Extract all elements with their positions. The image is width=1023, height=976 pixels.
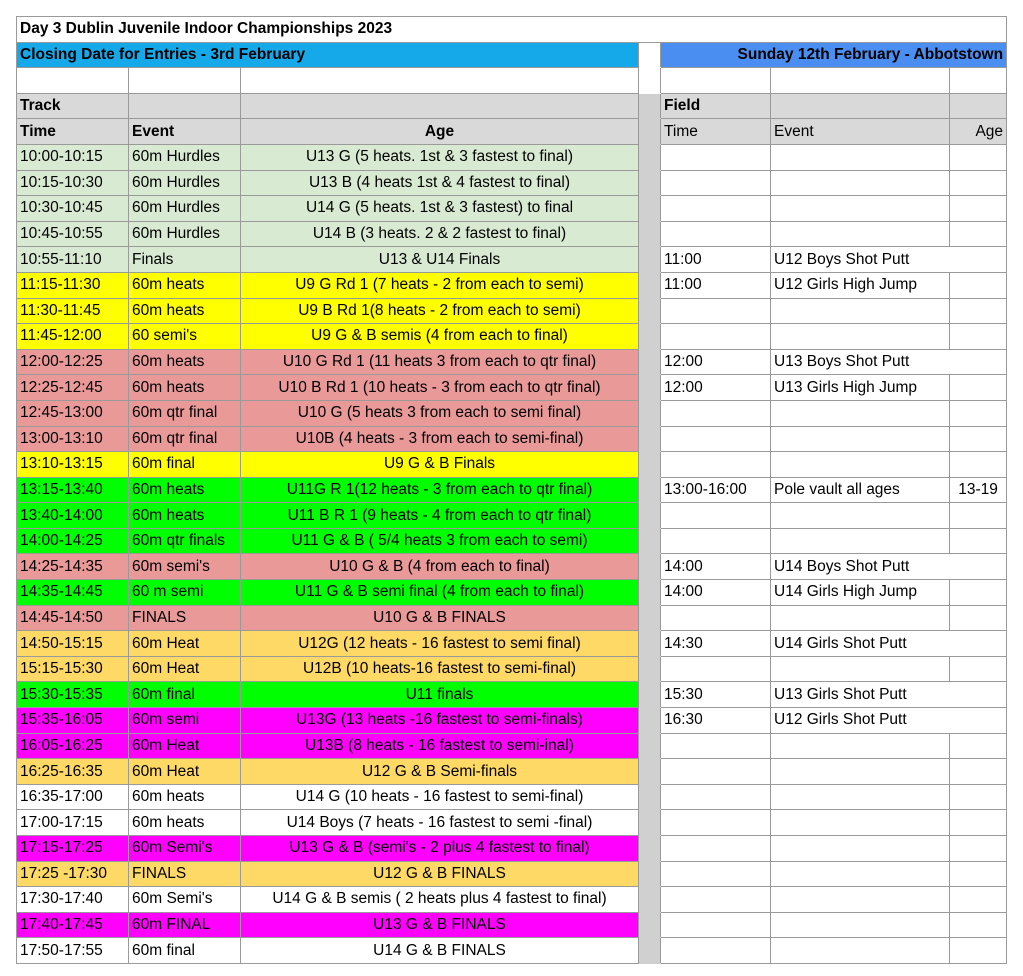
field-age-cell xyxy=(950,503,1007,529)
column-gap xyxy=(639,144,661,170)
field-time-cell xyxy=(661,298,771,324)
track-time-cell: 11:15-11:30 xyxy=(17,272,129,298)
table-row xyxy=(17,554,1007,580)
field-event-cell xyxy=(771,503,950,529)
table-row xyxy=(17,759,1007,785)
table-row xyxy=(17,349,1007,375)
blank-row xyxy=(17,68,1007,94)
track-time-cell: 14:45-14:50 xyxy=(17,605,129,631)
column-gap xyxy=(639,528,661,554)
track-event-cell: 60m heats xyxy=(129,272,241,298)
field-age-cell xyxy=(950,656,1007,682)
field-event-cell xyxy=(771,324,950,350)
field-age-cell xyxy=(950,836,1007,862)
field-time-cell: 14:00 xyxy=(661,580,771,606)
field-age-header: Age xyxy=(950,119,1007,145)
track-event-cell: 60m heats xyxy=(129,298,241,324)
track-time-cell: 10:00-10:15 xyxy=(17,144,129,170)
field-event-cell xyxy=(771,861,950,887)
header-row xyxy=(17,119,1007,145)
blank-cell xyxy=(950,68,1007,94)
track-time-cell: 17:40-17:45 xyxy=(17,912,129,938)
track-event-cell: 60m Semi's xyxy=(129,836,241,862)
track-time-cell: 14:00-14:25 xyxy=(17,528,129,554)
field-age-cell xyxy=(950,272,1007,298)
field-event-cell: Pole vault all ages xyxy=(771,477,950,503)
table-row xyxy=(17,272,1007,298)
schedule-sheet xyxy=(16,16,1006,964)
field-time-cell xyxy=(661,452,771,478)
field-time-cell xyxy=(661,196,771,222)
table-row xyxy=(17,375,1007,401)
field-event-cell xyxy=(771,810,950,836)
field-time-cell xyxy=(661,887,771,913)
field-age-cell xyxy=(950,784,1007,810)
track-age-cell: U11 G & B ( 5/4 heats 3 from each to semi) xyxy=(241,528,639,554)
field-age-cell xyxy=(950,938,1007,964)
field-age-cell xyxy=(950,733,1007,759)
column-gap xyxy=(639,631,661,657)
track-event-cell: 60 m semi xyxy=(129,580,241,606)
column-gap xyxy=(639,452,661,478)
track-section-label: Track xyxy=(17,93,129,119)
track-time-cell: 17:30-17:40 xyxy=(17,887,129,913)
track-age-header: Age xyxy=(241,119,639,145)
field-event-header: Event xyxy=(771,119,950,145)
field-event-cell xyxy=(771,528,950,554)
track-time-cell: 11:45-12:00 xyxy=(17,324,129,350)
column-gap xyxy=(639,682,661,708)
field-age-cell xyxy=(950,759,1007,785)
field-event-cell xyxy=(771,733,950,759)
table-row xyxy=(17,528,1007,554)
field-event-cell: U13 Boys Shot Putt xyxy=(771,349,1007,375)
track-time-cell: 13:10-13:15 xyxy=(17,452,129,478)
track-age-cell: U14 Boys (7 heats - 16 fastest to semi -final) xyxy=(241,810,639,836)
table-row xyxy=(17,477,1007,503)
field-event-cell xyxy=(771,144,950,170)
field-time-cell xyxy=(661,503,771,529)
track-time-cell: 15:35-16:05 xyxy=(17,708,129,734)
track-age-cell: U10B (4 heats - 3 from each to semi-final) xyxy=(241,426,639,452)
track-age-cell: U12 G & B FINALS xyxy=(241,861,639,887)
field-time-cell xyxy=(661,861,771,887)
column-gap xyxy=(639,298,661,324)
field-age-cell xyxy=(950,912,1007,938)
column-gap xyxy=(639,119,661,145)
track-time-cell: 14:50-15:15 xyxy=(17,631,129,657)
field-event-cell: U13 Girls Shot Putt xyxy=(771,682,1007,708)
column-gap xyxy=(639,170,661,196)
track-age-cell: U10 G & B (4 from each to final) xyxy=(241,554,639,580)
track-time-cell: 14:35-14:45 xyxy=(17,580,129,606)
field-event-cell xyxy=(771,170,950,196)
table-row xyxy=(17,912,1007,938)
blank-cell xyxy=(129,68,241,94)
track-time-cell: 10:55-11:10 xyxy=(17,247,129,273)
column-gap xyxy=(639,605,661,631)
track-time-cell: 17:15-17:25 xyxy=(17,836,129,862)
track-time-cell: 13:15-13:40 xyxy=(17,477,129,503)
track-time-cell: 17:25 -17:30 xyxy=(17,861,129,887)
field-event-cell xyxy=(771,400,950,426)
track-event-cell: 60m heats xyxy=(129,477,241,503)
track-event-cell: 60m Heat xyxy=(129,733,241,759)
track-age-cell: U14 G & B semis ( 2 heats plus 4 fastest to final) xyxy=(241,887,639,913)
field-event-cell xyxy=(771,426,950,452)
table-row xyxy=(17,580,1007,606)
field-age-cell xyxy=(950,528,1007,554)
field-time-cell xyxy=(661,784,771,810)
field-age-cell xyxy=(950,144,1007,170)
column-gap xyxy=(639,554,661,580)
track-time-cell: 12:00-12:25 xyxy=(17,349,129,375)
column-gap xyxy=(639,68,661,94)
field-time-cell: 11:00 xyxy=(661,247,771,273)
track-time-cell: 17:50-17:55 xyxy=(17,938,129,964)
field-event-cell: U14 Girls Shot Putt xyxy=(771,631,1007,657)
field-section-label: Field xyxy=(661,93,771,119)
track-event-cell: 60m heats xyxy=(129,375,241,401)
field-event-cell xyxy=(771,836,950,862)
table-row xyxy=(17,836,1007,862)
field-time-cell xyxy=(661,759,771,785)
table-row xyxy=(17,247,1007,273)
track-time-header: Time xyxy=(17,119,129,145)
field-event-cell xyxy=(771,656,950,682)
field-event-cell xyxy=(771,221,950,247)
track-age-cell: U10 B Rd 1 (10 heats - 3 from each to qtr final) xyxy=(241,375,639,401)
field-event-cell: U12 Girls High Jump xyxy=(771,272,950,298)
column-gap xyxy=(639,247,661,273)
track-event-cell: 60m qtr final xyxy=(129,400,241,426)
track-event-cell: 60m semi xyxy=(129,708,241,734)
track-time-cell: 16:35-17:00 xyxy=(17,784,129,810)
track-time-cell: 15:15-15:30 xyxy=(17,656,129,682)
field-time-cell xyxy=(661,836,771,862)
column-gap xyxy=(639,400,661,426)
track-event-cell: 60m qtr finals xyxy=(129,528,241,554)
column-gap xyxy=(639,426,661,452)
field-age-cell xyxy=(950,887,1007,913)
table-row xyxy=(17,400,1007,426)
table-row xyxy=(17,938,1007,964)
blank-cell xyxy=(241,68,639,94)
track-event-cell: Finals xyxy=(129,247,241,273)
field-event-cell: U14 Girls High Jump xyxy=(771,580,950,606)
track-event-cell: 60m semi's xyxy=(129,554,241,580)
track-age-cell: U14 G & B FINALS xyxy=(241,938,639,964)
track-time-cell: 12:25-12:45 xyxy=(17,375,129,401)
track-age-cell: U13 B (4 heats 1st & 4 fastest to final) xyxy=(241,170,639,196)
field-time-cell xyxy=(661,400,771,426)
track-event-cell: 60m Heat xyxy=(129,759,241,785)
column-gap xyxy=(639,42,661,68)
track-age-cell: U11 G & B semi final (4 from each to final) xyxy=(241,580,639,606)
field-time-cell xyxy=(661,426,771,452)
track-age-cell: U9 G & B Finals xyxy=(241,452,639,478)
column-gap xyxy=(639,349,661,375)
track-time-cell: 13:40-14:00 xyxy=(17,503,129,529)
blank-cell xyxy=(17,68,129,94)
field-age-cell xyxy=(950,221,1007,247)
field-time-cell xyxy=(661,810,771,836)
field-time-cell: 14:00 xyxy=(661,554,771,580)
column-gap xyxy=(639,272,661,298)
field-age-cell xyxy=(950,170,1007,196)
track-age-cell: U13 G & B (semi's - 2 plus 4 fastest to final) xyxy=(241,836,639,862)
field-age-cell xyxy=(950,426,1007,452)
track-event-cell: FINALS xyxy=(129,861,241,887)
field-time-cell xyxy=(661,221,771,247)
table-row xyxy=(17,605,1007,631)
table-row xyxy=(17,784,1007,810)
table-row xyxy=(17,733,1007,759)
track-time-cell: 15:30-15:35 xyxy=(17,682,129,708)
track-age-cell: U11 finals xyxy=(241,682,639,708)
column-gap xyxy=(639,656,661,682)
table-row xyxy=(17,426,1007,452)
field-age-cell xyxy=(950,452,1007,478)
column-gap xyxy=(639,93,661,119)
field-time-cell xyxy=(661,938,771,964)
field-time-cell xyxy=(661,912,771,938)
track-event-cell: 60m Hurdles xyxy=(129,221,241,247)
track-age-cell: U9 G & B semis (4 from each to final) xyxy=(241,324,639,350)
field-event-cell xyxy=(771,759,950,785)
track-age-cell: U13 & U14 Finals xyxy=(241,247,639,273)
field-time-cell: 14:30 xyxy=(661,631,771,657)
column-gap xyxy=(639,784,661,810)
column-gap xyxy=(639,221,661,247)
field-time-cell xyxy=(661,324,771,350)
field-event-cell xyxy=(771,887,950,913)
field-time-cell xyxy=(661,170,771,196)
column-gap xyxy=(639,759,661,785)
column-gap xyxy=(639,912,661,938)
column-gap xyxy=(639,836,661,862)
field-age-cell xyxy=(950,605,1007,631)
column-gap xyxy=(639,375,661,401)
track-age-cell: U14 G (5 heats. 1st & 3 fastest) to final xyxy=(241,196,639,222)
field-time-cell: 12:00 xyxy=(661,349,771,375)
track-time-cell: 17:00-17:15 xyxy=(17,810,129,836)
column-gap xyxy=(639,503,661,529)
table-row xyxy=(17,324,1007,350)
sheet-title: Day 3 Dublin Juvenile Indoor Championships 2023 xyxy=(17,17,1007,43)
track-age-cell: U12G (12 heats - 16 fastest to semi final) xyxy=(241,631,639,657)
track-age-cell: U12B (10 heats-16 fastest to semi-final) xyxy=(241,656,639,682)
track-event-cell: FINALS xyxy=(129,605,241,631)
field-event-cell: U12 Boys Shot Putt xyxy=(771,247,1007,273)
blank-cell xyxy=(771,68,950,94)
closing-date: Closing Date for Entries - 3rd February xyxy=(17,42,639,68)
column-gap xyxy=(639,810,661,836)
venue-date: Sunday 12th February - Abbotstown xyxy=(661,42,1007,68)
track-time-cell: 10:30-10:45 xyxy=(17,196,129,222)
blank-cell xyxy=(661,68,771,94)
column-gap xyxy=(639,861,661,887)
field-time-header: Time xyxy=(661,119,771,145)
track-event-cell: 60 semi's xyxy=(129,324,241,350)
field-age-cell xyxy=(950,810,1007,836)
track-age-cell: U14 B (3 heats. 2 & 2 fastest to final) xyxy=(241,221,639,247)
field-time-cell xyxy=(661,528,771,554)
track-event-cell: 60m Heat xyxy=(129,656,241,682)
column-gap xyxy=(639,477,661,503)
title-row xyxy=(17,17,1007,43)
field-event-cell xyxy=(771,784,950,810)
track-age-cell: U10 G & B FINALS xyxy=(241,605,639,631)
field-age-cell xyxy=(950,400,1007,426)
field-event-cell: U13 Girls High Jump xyxy=(771,375,950,401)
field-time-cell: 13:00-16:00 xyxy=(661,477,771,503)
field-time-cell xyxy=(661,733,771,759)
track-time-cell: 12:45-13:00 xyxy=(17,400,129,426)
track-time-cell: 16:05-16:25 xyxy=(17,733,129,759)
track-time-cell: 16:25-16:35 xyxy=(17,759,129,785)
table-row xyxy=(17,708,1007,734)
table-row xyxy=(17,144,1007,170)
track-event-cell: 60m final xyxy=(129,682,241,708)
field-event-cell xyxy=(771,452,950,478)
column-gap xyxy=(639,580,661,606)
track-event-cell: 60m heats xyxy=(129,349,241,375)
track-event-cell: 60m Semi's xyxy=(129,887,241,913)
column-gap xyxy=(639,733,661,759)
track-time-cell: 11:30-11:45 xyxy=(17,298,129,324)
track-event-cell: 60m final xyxy=(129,452,241,478)
column-gap xyxy=(639,708,661,734)
table-row xyxy=(17,298,1007,324)
track-event-cell: 60m Heat xyxy=(129,631,241,657)
table-row xyxy=(17,656,1007,682)
field-age-cell xyxy=(950,324,1007,350)
field-time-cell xyxy=(661,605,771,631)
field-time-cell xyxy=(661,656,771,682)
track-age-cell: U9 G Rd 1 (7 heats - 2 from each to semi) xyxy=(241,272,639,298)
track-event-cell: 60m Hurdles xyxy=(129,170,241,196)
column-gap xyxy=(639,196,661,222)
table-row xyxy=(17,810,1007,836)
table-row xyxy=(17,221,1007,247)
field-time-cell xyxy=(661,144,771,170)
track-age-cell: U13 G (5 heats. 1st & 3 fastest to final) xyxy=(241,144,639,170)
table-row xyxy=(17,196,1007,222)
table-row xyxy=(17,631,1007,657)
field-event-cell xyxy=(771,196,950,222)
blank-cell xyxy=(241,93,639,119)
track-age-cell: U13B (8 heats - 16 fastest to semi-inal) xyxy=(241,733,639,759)
section-row xyxy=(17,93,1007,119)
field-event-cell: U14 Boys Shot Putt xyxy=(771,554,1007,580)
field-event-cell xyxy=(771,938,950,964)
track-time-cell: 10:15-10:30 xyxy=(17,170,129,196)
track-event-cell: 60m FINAL xyxy=(129,912,241,938)
field-age-cell xyxy=(950,580,1007,606)
blank-cell xyxy=(950,93,1007,119)
table-row xyxy=(17,503,1007,529)
track-age-cell: U11 B R 1 (9 heats - 4 from each to qtr final) xyxy=(241,503,639,529)
field-time-cell: 11:00 xyxy=(661,272,771,298)
table-row xyxy=(17,170,1007,196)
field-event-cell xyxy=(771,605,950,631)
field-event-cell xyxy=(771,912,950,938)
table-row xyxy=(17,887,1007,913)
track-age-cell: U9 B Rd 1(8 heats - 2 from each to semi) xyxy=(241,298,639,324)
field-age-cell: 13-19 xyxy=(950,477,1007,503)
field-event-cell: U12 Girls Shot Putt xyxy=(771,708,1007,734)
track-age-cell: U13 G & B FINALS xyxy=(241,912,639,938)
track-event-cell: 60m Hurdles xyxy=(129,196,241,222)
field-age-cell xyxy=(950,375,1007,401)
table-row xyxy=(17,861,1007,887)
field-age-cell xyxy=(950,196,1007,222)
track-event-cell: 60m heats xyxy=(129,503,241,529)
track-event-cell: 60m qtr final xyxy=(129,426,241,452)
table-row xyxy=(17,682,1007,708)
track-time-cell: 13:00-13:10 xyxy=(17,426,129,452)
track-age-cell: U11G R 1(12 heats - 3 from each to qtr final) xyxy=(241,477,639,503)
field-age-cell xyxy=(950,861,1007,887)
table-row xyxy=(17,452,1007,478)
track-time-cell: 14:25-14:35 xyxy=(17,554,129,580)
field-time-cell: 15:30 xyxy=(661,682,771,708)
field-event-cell xyxy=(771,298,950,324)
track-age-cell: U10 G Rd 1 (11 heats 3 from each to qtr final) xyxy=(241,349,639,375)
track-event-header: Event xyxy=(129,119,241,145)
field-time-cell: 12:00 xyxy=(661,375,771,401)
column-gap xyxy=(639,887,661,913)
track-event-cell: 60m Hurdles xyxy=(129,144,241,170)
track-age-cell: U13G (13 heats -16 fastest to semi-finals) xyxy=(241,708,639,734)
field-time-cell: 16:30 xyxy=(661,708,771,734)
track-age-cell: U12 G & B Semi-finals xyxy=(241,759,639,785)
column-gap xyxy=(639,324,661,350)
blank-cell xyxy=(129,93,241,119)
track-event-cell: 60m heats xyxy=(129,810,241,836)
field-age-cell xyxy=(950,298,1007,324)
track-age-cell: U14 G (10 heats - 16 fastest to semi-final) xyxy=(241,784,639,810)
schedule-table xyxy=(16,16,1007,964)
track-event-cell: 60m heats xyxy=(129,784,241,810)
closing-row xyxy=(17,42,1007,68)
column-gap xyxy=(639,938,661,964)
track-time-cell: 10:45-10:55 xyxy=(17,221,129,247)
blank-cell xyxy=(771,93,950,119)
track-age-cell: U10 G (5 heats 3 from each to semi final) xyxy=(241,400,639,426)
track-event-cell: 60m final xyxy=(129,938,241,964)
